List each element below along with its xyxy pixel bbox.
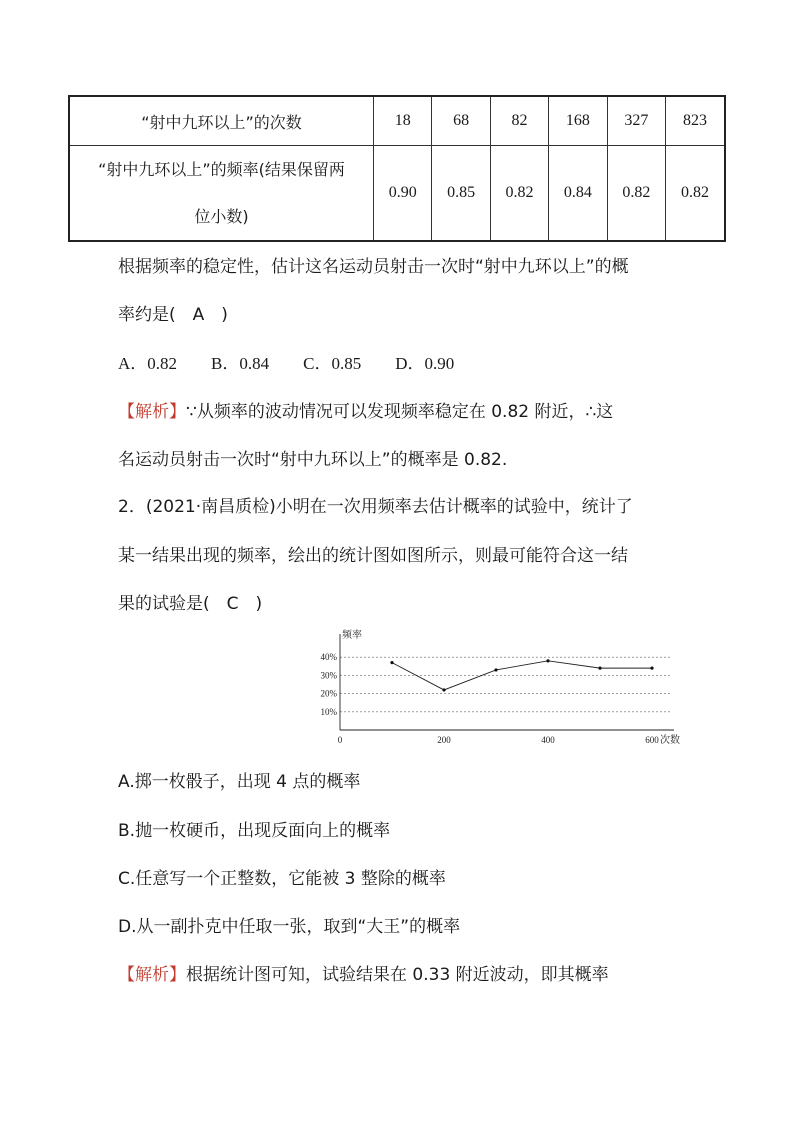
table-cell: 0.82 <box>666 146 725 242</box>
analysis-text: ∵从频率的波动情况可以发现频率稳定在 0.82 附近，∴这 <box>186 402 614 422</box>
row-header-line: “射中九环以上”的频率(结果保留两 <box>98 160 345 179</box>
q2-line: 2．(2021·南昌质检)小明在一次用频率去估计概率的试验中，统计了 <box>118 497 633 517</box>
data-point <box>598 667 601 670</box>
analysis-tag: 【解析】 <box>118 402 186 422</box>
table-cell: 0.82 <box>490 146 548 242</box>
x-tick-label: 0 <box>337 735 343 745</box>
q1-line: 率约是( A ) <box>118 305 228 325</box>
table-cell: 0.84 <box>549 146 607 242</box>
data-point <box>390 661 393 664</box>
q1-analysis-line: 名运动员射击一次时“射中九环以上”的概率是 0.82. <box>118 450 508 470</box>
y-tick-label: 10% <box>320 706 337 717</box>
frequency-table <box>68 95 726 242</box>
q1-options: A．0.82 B．0.84 C．0.85 D．0.90 <box>118 354 455 373</box>
table-cell: 0.90 <box>374 146 432 242</box>
frequency-line-chart <box>300 626 680 752</box>
x-axis-label: 次数 <box>660 735 680 746</box>
data-point <box>650 667 653 670</box>
row-header-line: 位小数) <box>194 207 249 226</box>
q2-option-b: B.抛一枚硬币，出现反面向上的概率 <box>118 821 391 841</box>
analysis-tag: 【解析】 <box>118 965 186 985</box>
x-tick-label: 200 <box>437 735 451 745</box>
q2-option-a: A.掷一枚骰子，出现 4 点的概率 <box>118 772 361 792</box>
table-cell: 168 <box>549 96 607 146</box>
table-cell: 327 <box>607 96 665 146</box>
q1-line: 根据频率的稳定性，估计这名运动员射击一次时“射中九环以上”的概 <box>118 257 629 277</box>
row-header-frequency <box>69 146 374 242</box>
data-point <box>442 688 445 691</box>
q2-option-d: D.从一副扑克中任取一张，取到“大王”的概率 <box>118 917 461 937</box>
y-tick-label: 20% <box>320 688 337 699</box>
data-point <box>546 659 549 662</box>
table-cell: 82 <box>490 96 548 146</box>
table-row <box>69 146 725 242</box>
table-cell: 68 <box>432 96 490 146</box>
table-cell: 823 <box>666 96 725 146</box>
y-tick-label: 40% <box>320 652 337 663</box>
q2-option-c: C.任意写一个正整数，它能被 3 整除的概率 <box>118 869 446 889</box>
table-cell: 0.85 <box>432 146 490 242</box>
analysis-text: 根据统计图可知，试验结果在 0.33 附近波动，即其概率 <box>186 965 609 985</box>
q2-analysis <box>118 960 609 985</box>
q1-analysis <box>118 397 613 422</box>
y-tick-label: 30% <box>320 670 337 681</box>
x-tick-label: 600 <box>645 735 659 745</box>
table-cell: 0.82 <box>607 146 665 242</box>
row-header-count: “射中九环以上”的次数 <box>69 96 374 146</box>
table-cell: 18 <box>374 96 432 146</box>
q2-line: 某一结果出现的频率，绘出的统计图如图所示，则最可能符合这一结 <box>118 546 628 566</box>
table-row <box>69 96 725 146</box>
q2-line: 果的试验是( C ) <box>118 594 263 614</box>
x-tick-label: 400 <box>541 735 555 745</box>
y-axis-label: 频率 <box>342 630 362 641</box>
data-point <box>494 668 497 671</box>
